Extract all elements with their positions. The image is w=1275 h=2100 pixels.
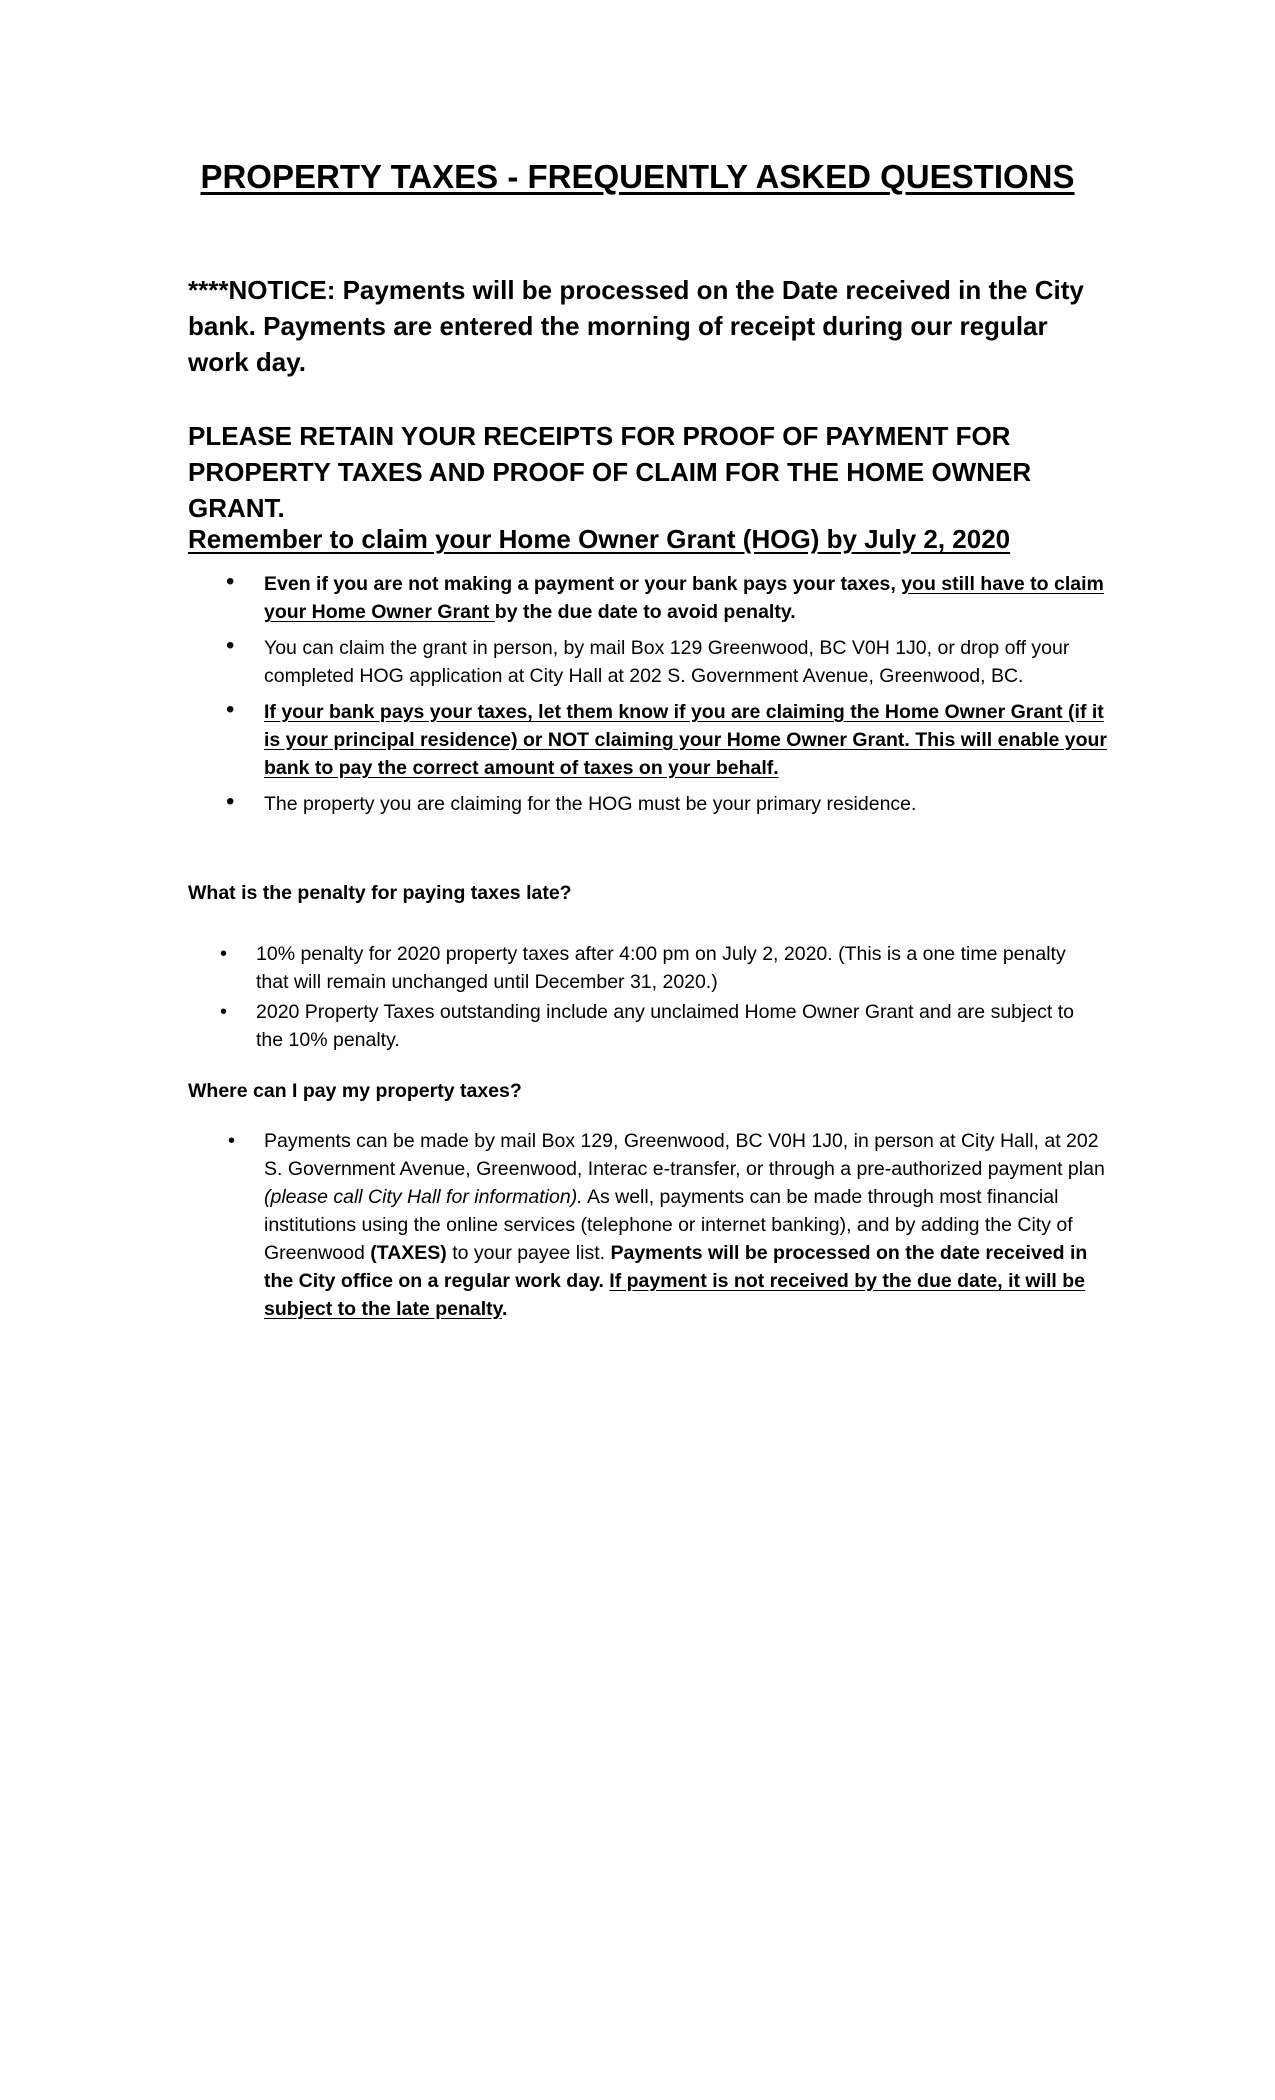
payment-text-1: Payments can be made by mail Box 129, Greenwood, BC V0H 1J0, in person at City Hall, at 202 S. Government Avenue, Greenwood, Interac e-transfer, or through a pre-authorized payment plan	[264, 1130, 1105, 1180]
bullet-icon: •	[220, 1001, 228, 1023]
payment-text-taxes: (TAXES)	[370, 1242, 447, 1264]
hog-item1-end: by the due date to avoid penalty.	[494, 601, 796, 623]
payment-text-underlined: If payment is not received by the due date, it will be subject to the late penalty	[264, 1270, 1085, 1320]
penalty-list	[188, 940, 1088, 1056]
bullet-icon: •	[226, 696, 235, 723]
payment-text-end: .	[502, 1298, 508, 1320]
hog-item2-text: You can claim the grant in person, by mail Box 129 Greenwood, BC V0H 1J0, or drop off your completed HOG application at City Hall at 202 S. Government Avenue, Greenwood, BC.	[264, 637, 1070, 687]
hog-item1-text: Even if you are not making a payment or your bank pays your taxes,	[264, 573, 902, 595]
list-item	[188, 940, 1088, 996]
list-item	[188, 698, 1108, 782]
payment-list	[188, 1127, 1108, 1323]
list-item	[188, 790, 1108, 818]
bullet-icon: •	[226, 788, 235, 815]
payment-notice: ****NOTICE: Payments will be processed on the Date received in the City bank. Payments are entered the morning of receipt during our regular work day.	[188, 275, 1084, 377]
penalty-question: What is the penalty for paying taxes late?	[188, 882, 572, 904]
penalty-item1-text: 10% penalty for 2020 property taxes after 4:00 pm on July 2, 2020. (This is a one time penalty that will remain unchanged until December 31, 2020.)	[256, 943, 1066, 993]
retain-receipts-notice: PLEASE RETAIN YOUR RECEIPTS FOR PROOF OF PAYMENT FOR PROPERTY TAXES AND PROOF OF CLAIM FOR THE HOME OWNER GRANT.	[188, 421, 1032, 523]
bullet-icon: •	[228, 1130, 236, 1152]
payment-text-bold: Payments will be processed on the date received in the City office on a regular work day.	[264, 1242, 1088, 1292]
list-item	[188, 998, 1088, 1054]
list-item	[188, 634, 1108, 690]
bullet-icon: •	[220, 943, 228, 965]
hog-item1-underlined: you still have to claim your Home Owner Grant	[264, 573, 1104, 623]
hog-item4-text: The property you are claiming for the HOG must be your primary residence.	[264, 793, 917, 815]
payment-text-5: to your payee list.	[446, 1242, 611, 1264]
list-item	[188, 1127, 1108, 1323]
hog-heading: Remember to claim your Home Owner Grant (HOG) by July 2, 2020	[188, 524, 1011, 554]
page-title: PROPERTY TAXES - FREQUENTLY ASKED QUESTIONS	[200, 158, 1075, 195]
payment-text-3: As well, payments can be made through most financial institutions using the online services (telephone or internet banking), and by adding the City of Greenwood	[264, 1186, 1073, 1264]
payment-question: Where can I pay my property taxes?	[188, 1080, 522, 1102]
payment-text-italic: (please call City Hall for information).	[264, 1186, 583, 1208]
penalty-item2-text: 2020 Property Taxes outstanding include any unclaimed Home Owner Grant and are subject to the 10% penalty.	[256, 1001, 1075, 1051]
bullet-icon: •	[226, 632, 235, 659]
list-item	[188, 570, 1108, 626]
hog-item3-text: If your bank pays your taxes, let them know if you are claiming the Home Owner Grant (if it is your principal residence) or NOT claiming your Home Owner Grant. This will enable your bank to pay the correct amount of taxes on your behalf.	[264, 701, 1108, 779]
hog-list	[188, 570, 1108, 826]
bullet-icon: •	[226, 568, 235, 595]
